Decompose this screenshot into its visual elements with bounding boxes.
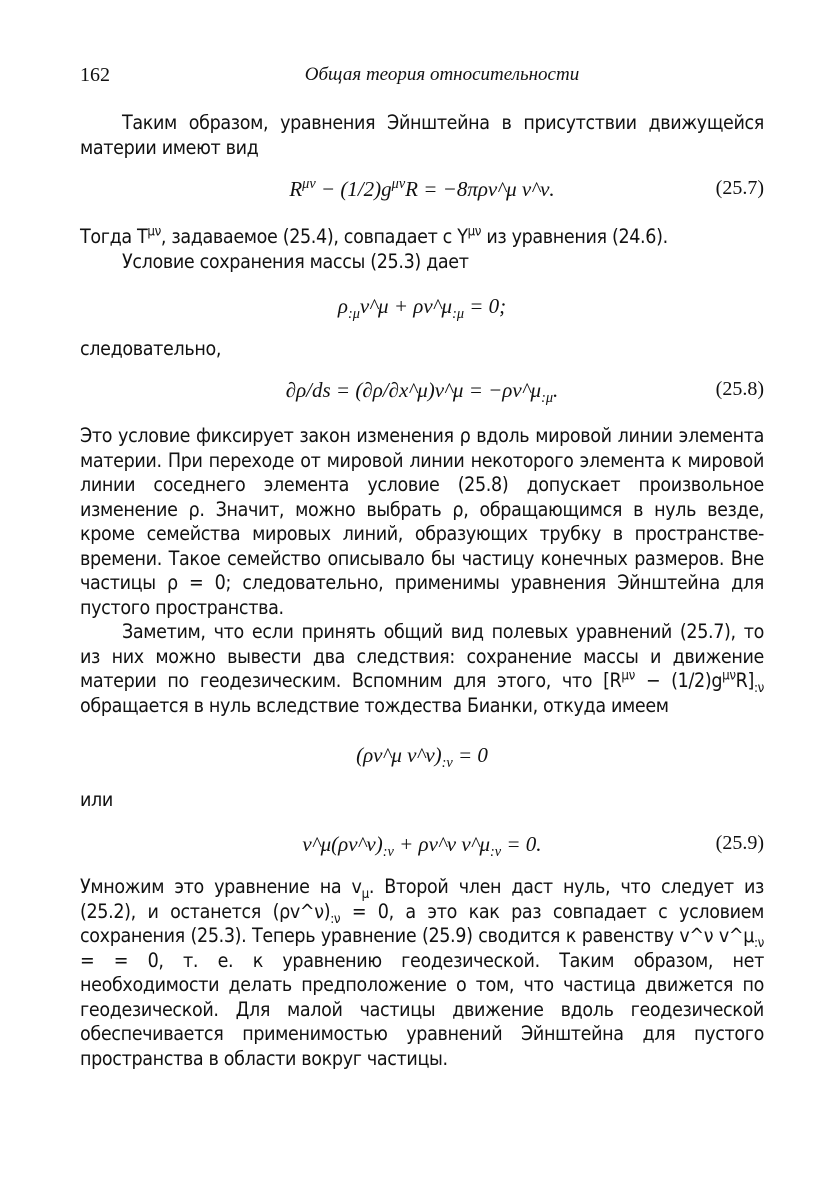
paragraph-4: следовательно, [80, 337, 222, 360]
paragraph-2: Тогда $T^{\mu\nu}$, задаваемое (25.4), совпадает с $Y^{\mu\nu}$ из уравнения (24.6). [80, 224, 668, 248]
equation-formula: ∂ρ/ds = (∂ρ/∂x^μ)v^μ = $-\rho v\^{}\mu_{:\mu}$. [285, 378, 559, 407]
equation-formula: $\rho_{:\mu}v\^{}\mu$ + $\rho v\^{}\mu_{:\mu} = 0$; [337, 294, 507, 323]
paragraph-block-4 [80, 424, 764, 718]
equation-mass [80, 294, 764, 324]
paragraph-6: Заметим, что если принять общий вид полевых уравнений (25.7), то из них можно вывести два следствия: сохранение массы и движение материи по геодезическим. Вспомним для этого, что $[R^{\mu\nu} - (1/2)g^{\mu\nu}R]_{:\nu}$ обращается в нуль вследствие тождества Бианки, откуда имеем [80, 620, 764, 717]
equation-formula: (ρv^μ $v\^{}\nu)_{:\nu} = 0$ [356, 743, 488, 772]
equation-formula: $R^{\mu\nu} - (1/2)g^{\mu\nu}R$ = −8πρv^μ v^ν. [289, 176, 555, 201]
page-number: 162 [80, 64, 110, 86]
equation-25-8 [80, 378, 764, 408]
paragraph-block-2 [80, 225, 764, 274]
equation-25-9 [80, 832, 764, 862]
running-title: Общая теория относительности [304, 64, 580, 85]
equation-25-7 [80, 177, 764, 207]
paragraph-block-5 [80, 788, 764, 813]
paragraph-5: Это условие фиксирует закон изменения ρ вдоль мировой линии элемента материи. При переходе от мировой линии некоторого элемента к мировой линии соседнего элемента условие (25.8) допускает произвольное изменение ρ. Значит, можно выбрать ρ, обращающимся в нуль везде, кроме семейства мировых линий, образующих трубку в пространстве-времени. Такое семейство описывало бы частицу конечных размеров. Вне частицы ρ = 0; следовательно, применимы уравнения Эйнштейна для пустого пространства. [80, 424, 764, 619]
page-header [80, 64, 764, 94]
paragraph-1: Таким образом, уравнения Эйнштейна в присутствии движущейся материи имеют вид [80, 111, 764, 159]
equation-number: (25.9) [715, 832, 764, 854]
paragraph-intro [80, 111, 764, 160]
paragraph-8: Умножим это уравнение на $v_\mu$. Второй член даст нуль, что следует из (25.2), и останется $(\rho v\^{}\nu)_{:\nu} = 0$, а это как раз совпадает с условием сохранения (25.3). Теперь уравнение (25.9) сводится к равенству v^ν $v\^{}\mu_{:\nu}$ = = 0, т. е. к уравнению геодезической. Таким образом, нет необходимости делать предположение о том, что частица движется по геодезической. Для малой частицы движение вдоль геодезической обеспечивается применимостью уравнений Эйнштейна для пустого пространства в области вокруг частицы. [80, 875, 764, 1070]
paragraph-7: или [80, 788, 113, 811]
equation-formula: $v\^{}\mu(\rho v\^{}\nu)_{:\nu}$ + ρv^ν $v\^{}\mu_{:\nu} = 0$. [302, 832, 542, 861]
equation-bianchi [80, 743, 764, 773]
equation-number: (25.8) [715, 378, 764, 400]
paragraph-block-6 [80, 875, 764, 1071]
paragraph-block-3 [80, 337, 764, 362]
paragraph-3: Условие сохранения массы (25.3) дает [122, 249, 469, 273]
equation-number: (25.7) [715, 177, 764, 199]
